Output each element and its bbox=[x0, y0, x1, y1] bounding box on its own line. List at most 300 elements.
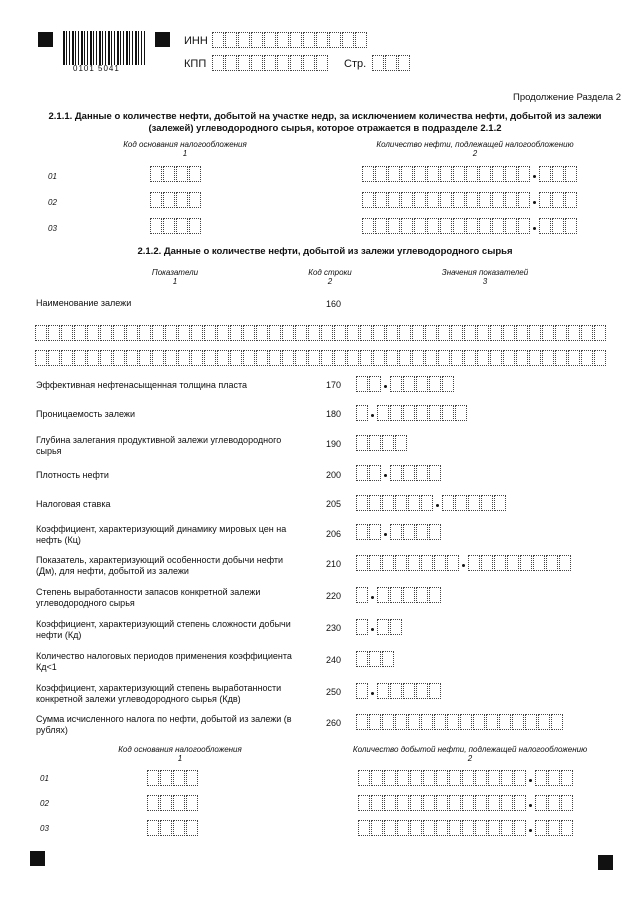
input-cell bbox=[147, 820, 159, 836]
input-cell bbox=[290, 32, 302, 48]
input-cell bbox=[505, 192, 517, 208]
input-cell bbox=[397, 820, 409, 836]
input-cell bbox=[398, 55, 410, 71]
decimal-point bbox=[369, 619, 377, 635]
input-cell bbox=[277, 55, 289, 71]
barcode-number: 0101 5041 bbox=[73, 64, 120, 73]
input-cell bbox=[152, 350, 164, 366]
value-field-206[interactable] bbox=[356, 524, 442, 540]
input-cell bbox=[529, 325, 541, 341]
input-cell bbox=[371, 820, 383, 836]
value-field-190[interactable] bbox=[356, 435, 408, 451]
input-cell bbox=[178, 325, 190, 341]
input-cell bbox=[401, 218, 413, 234]
s212-col-code: Код строки bbox=[308, 268, 352, 277]
value-field-210[interactable] bbox=[356, 555, 572, 571]
s211-col1-header: Код основания налогообложения bbox=[123, 140, 247, 149]
input-cell bbox=[535, 795, 547, 811]
decimal-point bbox=[382, 524, 390, 540]
input-cell bbox=[434, 714, 446, 730]
indicator-code: 230 bbox=[326, 623, 342, 633]
input-cell bbox=[542, 350, 554, 366]
input-cell bbox=[277, 32, 289, 48]
input-cell bbox=[481, 495, 493, 511]
indicator-label: Наименование залежи bbox=[36, 298, 132, 308]
input-cell bbox=[316, 32, 328, 48]
page-label: Стр. bbox=[344, 58, 367, 70]
input-cell bbox=[126, 325, 138, 341]
input-cell bbox=[462, 770, 474, 786]
input-cell bbox=[303, 32, 315, 48]
input-cell bbox=[264, 55, 276, 71]
indicator-label: Степень выработанности запасов конкретной залежи углеводородного сырья bbox=[36, 587, 261, 608]
input-cell bbox=[308, 350, 320, 366]
input-cell bbox=[165, 325, 177, 341]
input-cell bbox=[356, 587, 368, 603]
s211-col1-number: 1 bbox=[182, 149, 188, 158]
input-cell bbox=[423, 770, 435, 786]
input-cell bbox=[518, 192, 530, 208]
input-cell bbox=[334, 325, 346, 341]
input-cell bbox=[377, 619, 389, 635]
input-cell bbox=[539, 166, 551, 182]
s211-col2-number: 2 bbox=[472, 149, 478, 158]
input-cell bbox=[453, 166, 465, 182]
input-cell bbox=[152, 325, 164, 341]
input-cell bbox=[373, 325, 385, 341]
value-field-260[interactable] bbox=[356, 714, 564, 730]
input-cell bbox=[403, 587, 415, 603]
input-cell bbox=[410, 795, 422, 811]
decimal-point bbox=[531, 192, 539, 208]
input-cell bbox=[163, 192, 175, 208]
corner-marker-bottom-left bbox=[30, 851, 45, 866]
input-cell bbox=[416, 683, 428, 699]
deposit-name-field-line2[interactable] bbox=[35, 350, 607, 366]
input-cell bbox=[384, 770, 396, 786]
input-cell bbox=[360, 350, 372, 366]
input-cell bbox=[494, 495, 506, 511]
indicator-code: 220 bbox=[326, 591, 342, 601]
input-cell bbox=[416, 376, 428, 392]
bottom-quantity-field[interactable] bbox=[358, 795, 574, 811]
value-field-170[interactable] bbox=[356, 376, 455, 392]
s211-basis-code-field[interactable] bbox=[150, 218, 202, 234]
input-cell bbox=[449, 795, 461, 811]
input-cell bbox=[412, 325, 424, 341]
input-cell bbox=[163, 166, 175, 182]
input-cell bbox=[358, 820, 370, 836]
input-cell bbox=[440, 192, 452, 208]
input-cell bbox=[462, 795, 474, 811]
bottom-basis-code-field[interactable] bbox=[147, 820, 199, 836]
input-cell bbox=[414, 166, 426, 182]
input-cell bbox=[559, 555, 571, 571]
input-cell bbox=[282, 350, 294, 366]
input-cell bbox=[423, 795, 435, 811]
input-cell bbox=[230, 325, 242, 341]
value-field-230[interactable] bbox=[356, 619, 403, 635]
input-cell bbox=[408, 495, 420, 511]
page-field[interactable] bbox=[372, 55, 411, 71]
input-cell bbox=[189, 166, 201, 182]
input-cell bbox=[186, 820, 198, 836]
value-field-250[interactable] bbox=[356, 683, 442, 699]
input-cell bbox=[434, 555, 446, 571]
input-cell bbox=[61, 350, 73, 366]
input-cell bbox=[189, 218, 201, 234]
input-cell bbox=[225, 55, 237, 71]
input-cell bbox=[427, 166, 439, 182]
input-cell bbox=[356, 524, 368, 540]
input-cell bbox=[542, 325, 554, 341]
input-cell bbox=[466, 166, 478, 182]
indicator-label: Эффективная нефтенасыщенная толщина пласта bbox=[36, 380, 248, 390]
input-cell bbox=[356, 683, 368, 699]
input-cell bbox=[212, 55, 224, 71]
input-cell bbox=[329, 32, 341, 48]
input-cell bbox=[385, 55, 397, 71]
input-cell bbox=[442, 495, 454, 511]
decimal-point bbox=[527, 795, 535, 811]
bottom-col2-number: 2 bbox=[467, 754, 473, 763]
input-cell bbox=[390, 405, 402, 421]
input-cell bbox=[139, 325, 151, 341]
input-cell bbox=[535, 770, 547, 786]
bottom-quantity-field[interactable] bbox=[358, 770, 574, 786]
input-cell bbox=[369, 435, 381, 451]
input-cell bbox=[243, 325, 255, 341]
input-cell bbox=[126, 350, 138, 366]
s212-col-code-number: 2 bbox=[327, 277, 333, 286]
input-cell bbox=[386, 350, 398, 366]
input-cell bbox=[516, 325, 528, 341]
input-cell bbox=[230, 350, 242, 366]
input-cell bbox=[501, 795, 513, 811]
input-cell bbox=[251, 55, 263, 71]
input-cell bbox=[295, 325, 307, 341]
input-cell bbox=[488, 770, 500, 786]
decimal-point bbox=[527, 820, 535, 836]
input-cell bbox=[466, 192, 478, 208]
input-cell bbox=[403, 376, 415, 392]
input-cell bbox=[377, 587, 389, 603]
indicator-label: Проницаемость залежи bbox=[36, 409, 135, 419]
input-cell bbox=[150, 192, 162, 208]
input-cell bbox=[464, 325, 476, 341]
input-cell bbox=[438, 350, 450, 366]
input-cell bbox=[460, 714, 472, 730]
input-cell bbox=[507, 555, 519, 571]
bottom-row-code: 01 bbox=[40, 774, 49, 783]
input-cell bbox=[453, 192, 465, 208]
s211-basis-code-field[interactable] bbox=[150, 192, 202, 208]
input-cell bbox=[347, 325, 359, 341]
input-cell bbox=[520, 555, 532, 571]
input-cell bbox=[475, 820, 487, 836]
input-cell bbox=[410, 820, 422, 836]
input-cell bbox=[565, 192, 577, 208]
input-cell bbox=[488, 795, 500, 811]
input-cell bbox=[369, 524, 381, 540]
input-cell bbox=[505, 166, 517, 182]
input-cell bbox=[416, 405, 428, 421]
input-cell bbox=[581, 325, 593, 341]
input-cell bbox=[375, 192, 387, 208]
s212-col-indicators: Показатели bbox=[151, 268, 199, 277]
input-cell bbox=[371, 770, 383, 786]
input-cell bbox=[212, 32, 224, 48]
s211-basis-code-field[interactable] bbox=[150, 166, 202, 182]
input-cell bbox=[533, 555, 545, 571]
input-cell bbox=[453, 218, 465, 234]
input-cell bbox=[356, 495, 368, 511]
input-cell bbox=[490, 350, 502, 366]
input-cell bbox=[217, 325, 229, 341]
decimal-point bbox=[369, 683, 377, 699]
input-cell bbox=[412, 350, 424, 366]
input-cell bbox=[594, 350, 606, 366]
decimal-point bbox=[369, 405, 377, 421]
input-cell bbox=[494, 555, 506, 571]
input-cell bbox=[160, 820, 172, 836]
input-cell bbox=[375, 166, 387, 182]
input-cell bbox=[390, 376, 402, 392]
input-cell bbox=[100, 350, 112, 366]
input-cell bbox=[561, 820, 573, 836]
input-cell bbox=[403, 405, 415, 421]
input-cell bbox=[466, 218, 478, 234]
decimal-point bbox=[531, 218, 539, 234]
input-cell bbox=[403, 524, 415, 540]
input-cell bbox=[421, 495, 433, 511]
input-cell bbox=[429, 524, 441, 540]
input-cell bbox=[399, 350, 411, 366]
inn-field[interactable] bbox=[212, 32, 368, 48]
input-cell bbox=[518, 166, 530, 182]
indicator-code: 190 bbox=[326, 439, 342, 449]
input-cell bbox=[568, 350, 580, 366]
input-cell bbox=[321, 325, 333, 341]
input-cell bbox=[401, 166, 413, 182]
input-cell bbox=[113, 350, 125, 366]
input-cell bbox=[176, 166, 188, 182]
input-cell bbox=[355, 32, 367, 48]
kpp-field[interactable] bbox=[212, 55, 329, 71]
input-cell bbox=[421, 714, 433, 730]
input-cell bbox=[165, 350, 177, 366]
input-cell bbox=[416, 524, 428, 540]
s211-quantity-field[interactable] bbox=[362, 218, 578, 234]
input-cell bbox=[468, 495, 480, 511]
input-cell bbox=[390, 524, 402, 540]
input-cell bbox=[427, 192, 439, 208]
indicator-code: 180 bbox=[326, 409, 342, 419]
s211-col2-header: Количество нефти, подлежащей налогообложению bbox=[376, 140, 574, 149]
decimal-point bbox=[460, 555, 468, 571]
input-cell bbox=[74, 350, 86, 366]
input-cell bbox=[163, 218, 175, 234]
input-cell bbox=[462, 820, 474, 836]
input-cell bbox=[449, 770, 461, 786]
input-cell bbox=[290, 55, 302, 71]
input-cell bbox=[243, 350, 255, 366]
indicator-code: 250 bbox=[326, 687, 342, 697]
decimal-point bbox=[382, 465, 390, 481]
indicator-label: Плотность нефти bbox=[36, 470, 109, 480]
input-cell bbox=[488, 820, 500, 836]
input-cell bbox=[191, 350, 203, 366]
input-cell bbox=[561, 770, 573, 786]
value-field-240[interactable] bbox=[356, 651, 395, 667]
s211-row-code: 02 bbox=[48, 198, 57, 207]
input-cell bbox=[561, 795, 573, 811]
indicator-label: Глубина залегания продуктивной залежи углеводородного сырья bbox=[36, 435, 282, 456]
input-cell bbox=[390, 465, 402, 481]
value-field-205[interactable] bbox=[356, 495, 507, 511]
input-cell bbox=[358, 795, 370, 811]
input-cell bbox=[442, 376, 454, 392]
input-cell bbox=[442, 405, 454, 421]
input-cell bbox=[150, 218, 162, 234]
input-cell bbox=[369, 714, 381, 730]
input-cell bbox=[356, 405, 368, 421]
input-cell bbox=[395, 714, 407, 730]
input-cell bbox=[438, 325, 450, 341]
input-cell bbox=[176, 192, 188, 208]
input-cell bbox=[403, 465, 415, 481]
input-cell bbox=[100, 325, 112, 341]
input-cell bbox=[447, 714, 459, 730]
input-cell bbox=[468, 555, 480, 571]
indicator-code: 205 bbox=[326, 499, 342, 509]
value-field-220[interactable] bbox=[356, 587, 442, 603]
input-cell bbox=[512, 714, 524, 730]
input-cell bbox=[397, 795, 409, 811]
input-cell bbox=[388, 218, 400, 234]
input-cell bbox=[501, 820, 513, 836]
indicator-label: Коэффициент, характеризующий динамику мировых цен на нефть (Кц) bbox=[36, 524, 287, 545]
indicator-code: 160 bbox=[326, 299, 342, 309]
input-cell bbox=[403, 683, 415, 699]
input-cell bbox=[377, 683, 389, 699]
input-cell bbox=[464, 350, 476, 366]
input-cell bbox=[481, 555, 493, 571]
input-cell bbox=[565, 218, 577, 234]
input-cell bbox=[416, 465, 428, 481]
indicator-code: 260 bbox=[326, 718, 342, 728]
value-field-180[interactable] bbox=[356, 405, 468, 421]
input-cell bbox=[401, 192, 413, 208]
input-cell bbox=[362, 192, 374, 208]
input-cell bbox=[382, 555, 394, 571]
input-cell bbox=[479, 192, 491, 208]
input-cell bbox=[408, 555, 420, 571]
input-cell bbox=[503, 325, 515, 341]
input-cell bbox=[150, 166, 162, 182]
input-cell bbox=[160, 770, 172, 786]
input-cell bbox=[555, 350, 567, 366]
s211-quantity-field[interactable] bbox=[362, 166, 578, 182]
section-212-title: 2.1.2. Данные о количестве нефти, добытой из залежи углеводородного сырья bbox=[137, 246, 513, 257]
input-cell bbox=[429, 465, 441, 481]
decimal-point bbox=[434, 495, 442, 511]
input-cell bbox=[455, 405, 467, 421]
input-cell bbox=[505, 218, 517, 234]
input-cell bbox=[371, 795, 383, 811]
value-field-200[interactable] bbox=[356, 465, 442, 481]
input-cell bbox=[440, 166, 452, 182]
input-cell bbox=[503, 350, 515, 366]
input-cell bbox=[490, 325, 502, 341]
input-cell bbox=[384, 795, 396, 811]
input-cell bbox=[147, 795, 159, 811]
input-cell bbox=[479, 166, 491, 182]
section-211-title-line2: (залежей) углеводородного сырья, которое отражается в подразделе 2.1.2 bbox=[148, 123, 502, 134]
input-cell bbox=[369, 651, 381, 667]
input-cell bbox=[372, 55, 384, 71]
input-cell bbox=[429, 405, 441, 421]
input-cell bbox=[204, 350, 216, 366]
input-cell bbox=[251, 32, 263, 48]
bottom-quantity-field[interactable] bbox=[358, 820, 574, 836]
s211-row-code: 01 bbox=[48, 172, 57, 181]
input-cell bbox=[395, 435, 407, 451]
input-cell bbox=[308, 325, 320, 341]
input-cell bbox=[451, 325, 463, 341]
corner-marker-top-right bbox=[155, 32, 170, 47]
input-cell bbox=[356, 555, 368, 571]
input-cell bbox=[35, 350, 47, 366]
input-cell bbox=[204, 325, 216, 341]
input-cell bbox=[414, 192, 426, 208]
indicator-label: Налоговая ставка bbox=[36, 499, 111, 509]
input-cell bbox=[429, 683, 441, 699]
input-cell bbox=[427, 218, 439, 234]
input-cell bbox=[529, 350, 541, 366]
input-cell bbox=[342, 32, 354, 48]
bottom-basis-code-field[interactable] bbox=[147, 770, 199, 786]
s211-quantity-field[interactable] bbox=[362, 192, 578, 208]
s212-col-values: Значения показателей bbox=[441, 268, 529, 277]
s211-row-code: 03 bbox=[48, 224, 57, 233]
decimal-point bbox=[382, 376, 390, 392]
input-cell bbox=[173, 820, 185, 836]
input-cell bbox=[147, 770, 159, 786]
input-cell bbox=[35, 325, 47, 341]
input-cell bbox=[334, 350, 346, 366]
indicator-code: 206 bbox=[326, 529, 342, 539]
input-cell bbox=[447, 555, 459, 571]
input-cell bbox=[369, 555, 381, 571]
bottom-col1-header: Код основания налогообложения bbox=[118, 745, 242, 754]
input-cell bbox=[360, 325, 372, 341]
input-cell bbox=[436, 820, 448, 836]
input-cell bbox=[356, 435, 368, 451]
deposit-name-field-line1[interactable] bbox=[35, 325, 607, 341]
input-cell bbox=[451, 350, 463, 366]
input-cell bbox=[264, 32, 276, 48]
bottom-basis-code-field[interactable] bbox=[147, 795, 199, 811]
input-cell bbox=[516, 350, 528, 366]
input-cell bbox=[238, 55, 250, 71]
input-cell bbox=[362, 166, 374, 182]
input-cell bbox=[191, 325, 203, 341]
input-cell bbox=[388, 192, 400, 208]
input-cell bbox=[395, 495, 407, 511]
input-cell bbox=[61, 325, 73, 341]
input-cell bbox=[475, 770, 487, 786]
